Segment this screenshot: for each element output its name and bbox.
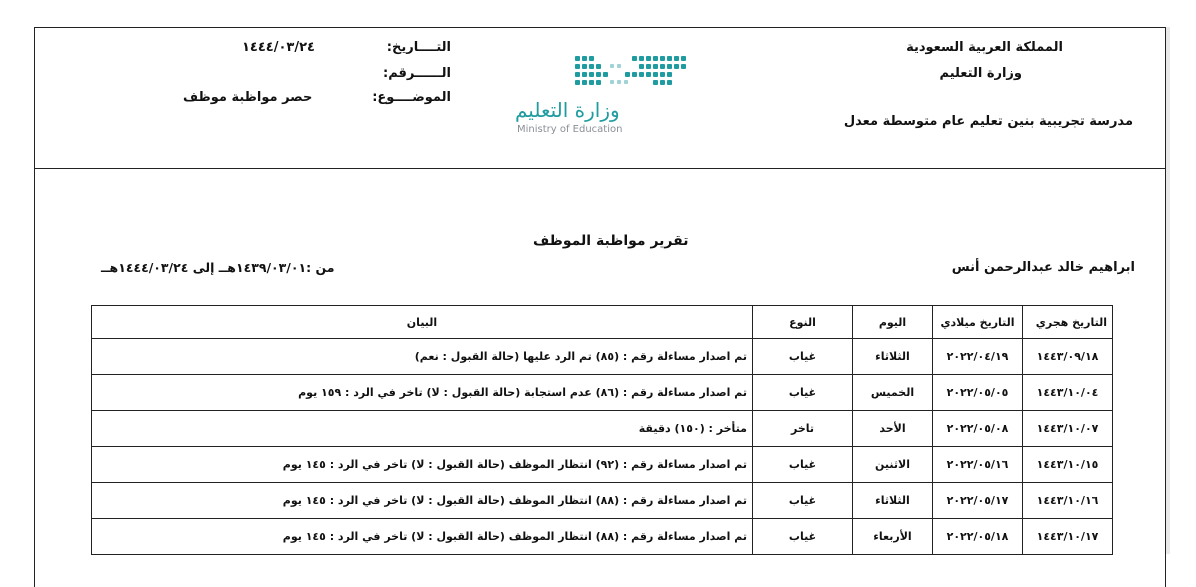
cell-hijri-date: ١٤٤٣/١٠/٠٤ (1023, 375, 1113, 411)
header-type: النوع (753, 306, 853, 339)
cell-day: الاثنين (853, 447, 933, 483)
table-row (92, 411, 1113, 447)
cell-hijri-date: ١٤٤٣/١٠/٠٧ (1023, 411, 1113, 447)
date-value: ١٤٤٤/٠٣/٢٤ (242, 40, 315, 55)
number-label: الــــــرقم: (383, 66, 451, 81)
ministry-name: وزارة التعليم (939, 66, 1022, 81)
cell-day: الثلاثاء (853, 483, 933, 519)
table-header-row (92, 306, 1113, 339)
table-row (92, 375, 1113, 411)
header-day: اليوم (853, 306, 933, 339)
cell-day: الخميس (853, 375, 933, 411)
cell-day: الثلاثاء (853, 339, 933, 375)
date-range: من :١٤٣٩/٠٣/٠١هــ إلى ١٤٤٤/٠٣/٢٤هــ (101, 260, 335, 275)
document-page (34, 27, 1166, 587)
header-detail: البيان (92, 306, 753, 339)
cell-type: غياب (753, 375, 853, 411)
cell-hijri-date: ١٤٤٣/١٠/١٧ (1023, 519, 1113, 555)
header-divider (35, 168, 1165, 169)
cell-detail: تم اصدار مساءلة رقم : (٨٦) عدم استجابة (حالة القبول : لا) تاخر في الرد : ١٥٩ يوم (92, 375, 753, 411)
cell-hijri-date: ١٤٤٣/٠٩/١٨ (1023, 339, 1113, 375)
logo-arabic-text: وزارة التعليم (515, 98, 620, 122)
cell-detail: تم اصدار مساءلة رقم : (٨٥) تم الرد عليها (حالة القبول : نعم) (92, 339, 753, 375)
subject-value: حصر مواظبة موظف (183, 90, 313, 105)
cell-hijri-date: ١٤٤٣/١٠/١٦ (1023, 483, 1113, 519)
page-edge (1166, 27, 1170, 554)
cell-detail: تم اصدار مساءلة رقم : (٨٨) انتظار الموظف (حالة القبول : لا) تاخر في الرد : ١٤٥ يوم (92, 519, 753, 555)
cell-type: غياب (753, 519, 853, 555)
attendance-table (91, 305, 1113, 555)
cell-day: الأربعاء (853, 519, 933, 555)
cell-detail: متأخر : (١٥٠) دقيقة (92, 411, 753, 447)
cell-type: تاخر (753, 411, 853, 447)
cell-gregorian-date: ٢٠٢٢/٠٥/٠٨ (933, 411, 1023, 447)
cell-gregorian-date: ٢٠٢٢/٠٤/١٩ (933, 339, 1023, 375)
cell-gregorian-date: ٢٠٢٢/٠٥/٠٥ (933, 375, 1023, 411)
logo-english-text: Ministry of Education (517, 124, 623, 135)
cell-detail: تم اصدار مساءلة رقم : (٨٨) انتظار الموظف (حالة القبول : لا) تاخر في الرد : ١٤٥ يوم (92, 483, 753, 519)
subject-label: الموضــــوع: (372, 90, 451, 105)
cell-detail: تم اصدار مساءلة رقم : (٩٢) انتظار الموظف (حالة القبول : لا) تاخر في الرد : ١٤٥ يوم (92, 447, 753, 483)
cell-gregorian-date: ٢٠٢٢/٠٥/١٧ (933, 483, 1023, 519)
cell-type: غياب (753, 447, 853, 483)
kingdom-name: المملكة العربية السعودية (906, 40, 1063, 55)
report-title: تقرير مواظبة الموظف (533, 233, 689, 249)
cell-type: غياب (753, 339, 853, 375)
cell-hijri-date: ١٤٤٣/١٠/١٥ (1023, 447, 1113, 483)
table-row (92, 519, 1113, 555)
table-row (92, 339, 1113, 375)
date-label: التــــاريخ: (386, 40, 451, 55)
table-row (92, 447, 1113, 483)
header-hijri-date: التاريخ هجري (1023, 306, 1113, 339)
table-row (92, 483, 1113, 519)
cell-type: غياب (753, 483, 853, 519)
cell-day: الأحد (853, 411, 933, 447)
cell-gregorian-date: ٢٠٢٢/٠٥/١٨ (933, 519, 1023, 555)
cell-gregorian-date: ٢٠٢٢/٠٥/١٦ (933, 447, 1023, 483)
header-gregorian-date: التاريخ ميلادي (933, 306, 1023, 339)
employee-name: ابراهيم خالد عبدالرحمن أنس (951, 260, 1135, 275)
school-name: مدرسة تجريبية بنين تعليم عام متوسطة معدل (843, 114, 1133, 129)
